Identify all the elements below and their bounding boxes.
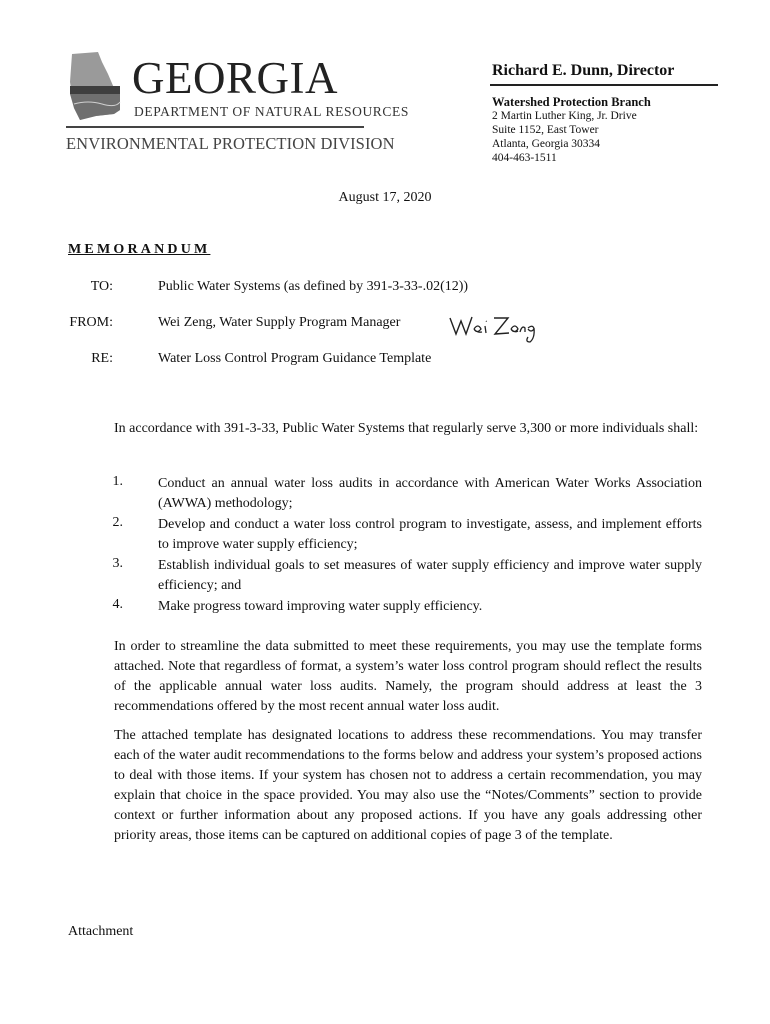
georgia-state-map-logo — [68, 52, 124, 122]
logo-division: ENVIRONMENTAL PROTECTION DIVISION — [66, 134, 395, 153]
from-label: FROM: — [69, 315, 113, 330]
re-value: Water Loss Control Program Guidance Template — [158, 351, 432, 366]
list-item-number: 2. — [112, 515, 123, 530]
memo-title: MEMORANDUM — [68, 242, 211, 257]
address-line: Atlanta, Georgia 30334 — [492, 138, 601, 150]
phone-number: 404-463-1511 — [492, 152, 557, 164]
list-item-number: 4. — [112, 597, 123, 612]
attachment-label: Attachment — [68, 924, 134, 939]
paragraph-template-forms: In order to streamline the data submitted to meet these requirements, you may use the template forms attached. Note that regardless of format, a system’s water loss control program should reflect the results of the applicable annual water loss audits. Namely, the program should address at least the 3 recommendations offered by the most recent annual water loss audit. — [114, 639, 702, 714]
from-value: Wei Zeng, Water Supply Program Manager — [158, 315, 401, 330]
to-label: TO: — [90, 279, 113, 294]
address-line: 2 Martin Luther King, Jr. Drive — [492, 110, 637, 122]
list-item-text: Conduct an annual water loss audits in accordance with American Water Works Association (AWWA) methodology; — [158, 476, 702, 511]
list-item-number: 3. — [112, 556, 123, 571]
memo-date: August 17, 2020 — [338, 190, 432, 205]
logo-divider — [66, 126, 364, 128]
branch-name: Watershed Protection Branch — [492, 95, 651, 109]
re-label: RE: — [91, 351, 113, 366]
address-line: Suite 1152, East Tower — [492, 124, 599, 136]
intro-paragraph: In accordance with 391-3-33, Public Water Systems that regularly serve 3,300 or more individuals shall: — [114, 421, 699, 436]
director-divider — [490, 84, 718, 86]
list-item-text: Develop and conduct a water loss control program to investigate, assess, and implement efforts to improve water supply efficiency; — [158, 517, 702, 552]
logo-title: GEORGIA — [132, 53, 338, 103]
handwritten-signature — [448, 312, 540, 344]
list-item-number: 1. — [112, 474, 123, 489]
director-name: Richard E. Dunn, Director — [492, 62, 675, 79]
list-item-text: Establish individual goals to set measures of water supply efficiency and improve water supply efficiency; and — [158, 558, 702, 593]
paragraph-recommendations: The attached template has designated locations to address these recommendations. You may transfer each of the water audit recommendations to the forms below and address your system’s proposed actions to deal with those items. If your system has chosen not to address a certain recommendation, you may explain that choice in the space provided. You may also use the “Notes/Comments” section to provide context or further information about any proposed actions. If you have any goals addressing other priority areas, those items can be captured on additional copies of page 3 of the template. — [114, 728, 702, 843]
to-value: Public Water Systems (as defined by 391-3-33-.02(12)) — [158, 279, 469, 294]
list-item-text: Make progress toward improving water supply efficiency. — [158, 599, 483, 614]
logo-department: DEPARTMENT OF NATURAL RESOURCES — [134, 104, 409, 119]
